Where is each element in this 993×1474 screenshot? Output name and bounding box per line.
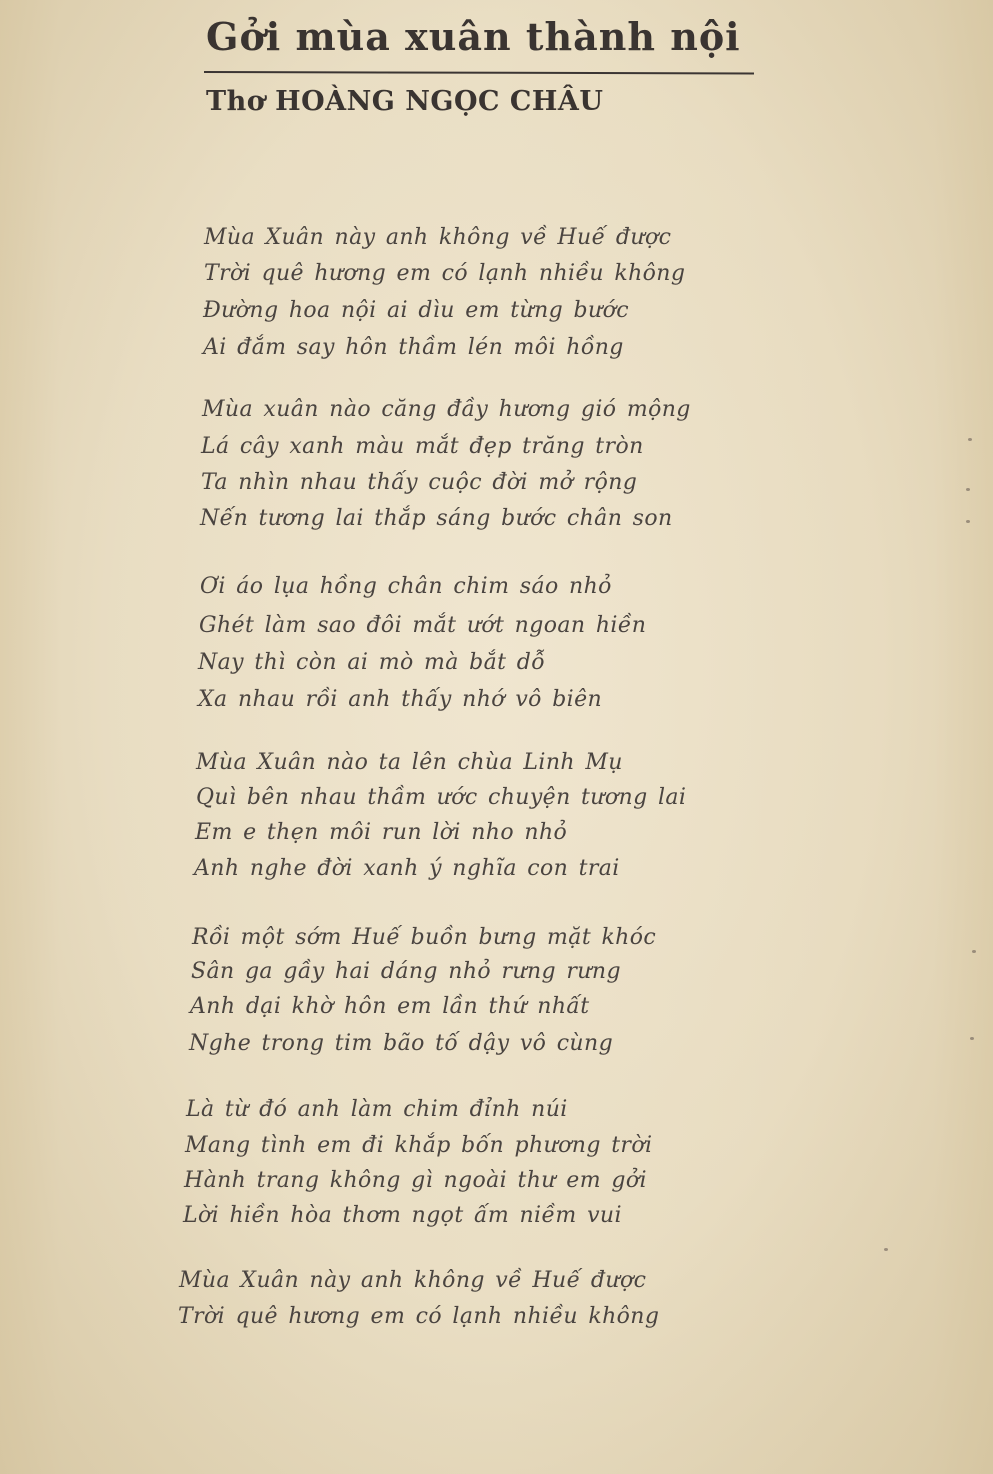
poem-line: Đường hoa nội ai dìu em từng bước	[203, 298, 629, 323]
poem-line: Là từ đó anh làm chim đỉnh núi	[186, 1097, 568, 1122]
poem-line: Sân ga gầy hai dáng nhỏ rưng rưng	[191, 959, 621, 984]
poem-line: Hành trang không gì ngoài thư em gởi	[184, 1168, 647, 1193]
poem-line: Ơi áo lụa hồng chân chim sáo nhỏ	[200, 574, 612, 599]
poem-line: Anh dại khờ hôn em lần thứ nhất	[190, 994, 590, 1019]
poem-line: Trời quê hương em có lạnh nhiều không	[204, 261, 686, 286]
paper-speck	[884, 1248, 888, 1251]
poem-line: Mùa Xuân này anh không về Huế được	[179, 1268, 647, 1293]
poem-title: Gởi mùa xuân thành nội	[206, 14, 741, 59]
poem-line: Trời quê hương em có lạnh nhiều không	[178, 1304, 660, 1329]
poem-line: Mùa Xuân này anh không về Huế được	[204, 225, 672, 250]
paper-speck	[968, 438, 972, 441]
poem-line: Mùa xuân nào căng đầy hương gió mộng	[202, 397, 691, 422]
poem-line: Ta nhìn nhau thấy cuộc đời mở rộng	[201, 470, 638, 495]
poem-line: Mùa Xuân nào ta lên chùa Linh Mụ	[196, 750, 623, 775]
poem-line: Quì bên nhau thầm ước chuyện tương lai	[196, 785, 687, 810]
paper-speck	[970, 1037, 974, 1040]
poem-line: Lá cây xanh màu mắt đẹp trăng tròn	[201, 434, 644, 459]
title-divider	[204, 71, 754, 74]
poem-line: Nghe trong tim bão tố dậy vô cùng	[189, 1031, 614, 1056]
poem-line: Mang tình em đi khắp bốn phương trời	[185, 1133, 653, 1158]
paper-speck	[966, 488, 970, 491]
poem-line: Xa nhau rồi anh thấy nhớ vô biên	[198, 687, 603, 712]
paper-speck	[972, 950, 976, 953]
poem-line: Ghét làm sao đôi mắt ướt ngoan hiền	[199, 613, 647, 638]
poem-line: Ai đắm say hôn thầm lén môi hồng	[203, 335, 624, 360]
poem-line: Anh nghe đời xanh ý nghĩa con trai	[194, 856, 620, 881]
poem-line: Nay thì còn ai mò mà bắt dỗ	[198, 650, 546, 675]
poem-line: Lời hiền hòa thơm ngọt ấm niềm vui	[183, 1203, 622, 1228]
poem-byline: Thơ HOÀNG NGỌC CHÂU	[206, 86, 604, 117]
poem-line: Em e thẹn môi run lời nho nhỏ	[195, 820, 568, 845]
poem-line: Nến tương lai thắp sáng bước chân son	[200, 506, 673, 531]
poem-line: Rồi một sớm Huế buồn bưng mặt khóc	[192, 925, 657, 950]
paper-speck	[966, 520, 970, 523]
